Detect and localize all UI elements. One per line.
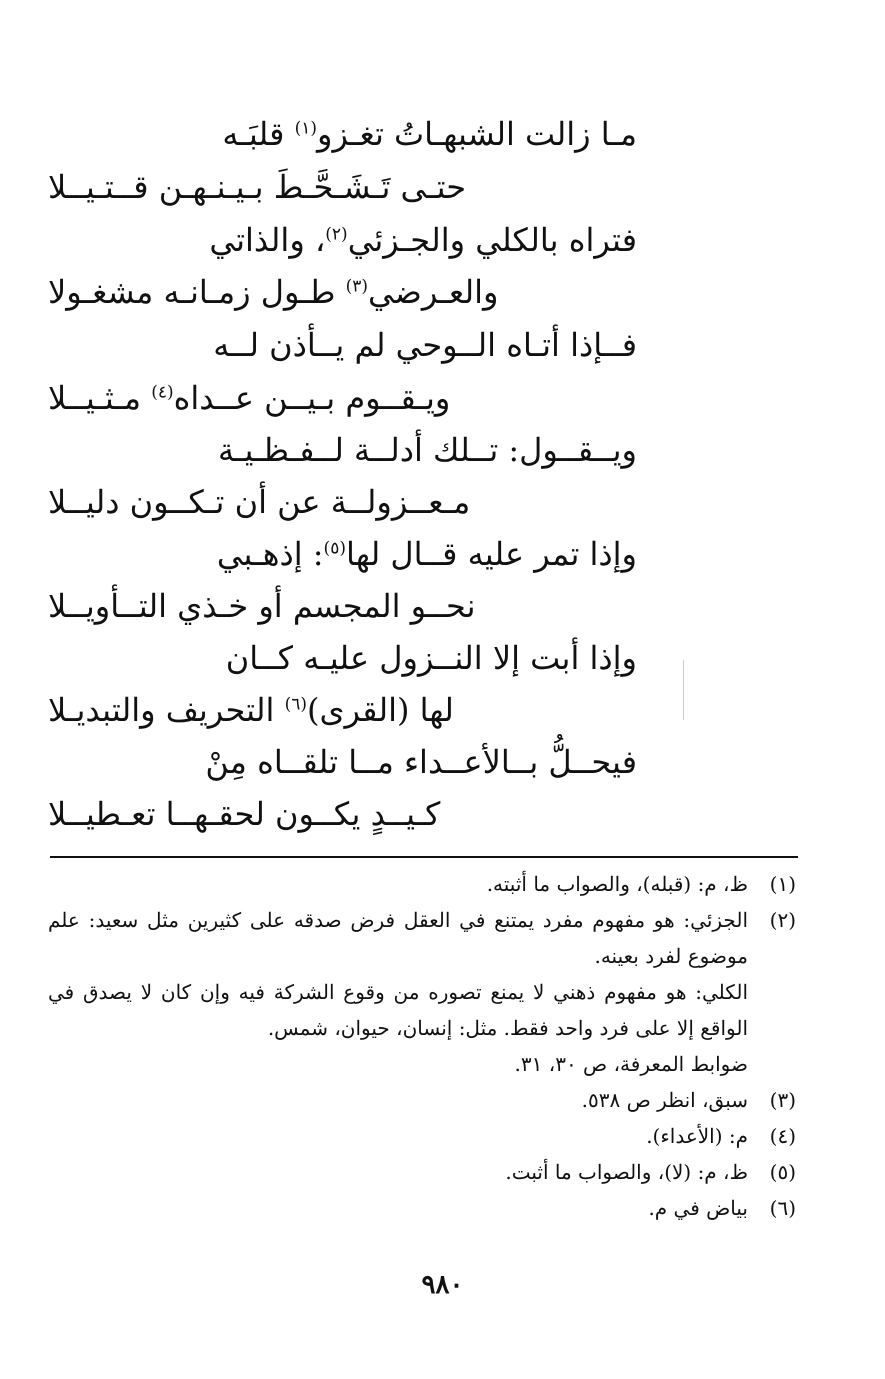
verse-text: لها (القرى) <box>306 691 454 729</box>
verse-line-11 <box>97 636 637 680</box>
footnote-2 <box>48 902 796 1082</box>
verse-line-10 <box>48 584 588 628</box>
verse-line-8 <box>48 480 588 524</box>
footnote-number: (٥) <box>769 1160 796 1184</box>
footnote-body <box>48 1154 748 1190</box>
verse-line-7 <box>97 428 637 472</box>
footnote-body <box>48 866 748 902</box>
verse-line-5 <box>97 323 637 367</box>
verse-text: كـيــدٍ يكــون لحقـهــا تعـطيــلا <box>48 795 441 833</box>
verse-text: مـثـيــلا <box>48 379 152 417</box>
verse-text: ويــقــول: تــلك أدلــة لــفـظـيـة <box>217 431 637 469</box>
verse-text: فيحــلُّ بــالأعــداء مــا تلقــاه مِنْ <box>205 743 637 781</box>
footnote-text: م: (الأعداء). <box>646 1124 748 1148</box>
verse-text: طـول زمـانـه مشغـولا <box>48 273 346 311</box>
verse-line-9 <box>97 532 637 576</box>
footnote-number: (٣) <box>769 1088 796 1112</box>
footnote-ref: (٤) <box>151 382 174 403</box>
verse-text: : إذهـبي <box>216 535 324 573</box>
footnote-ref: (١) <box>294 118 318 139</box>
verse-text: فــإذا أتـاه الــوحي لم يــأذن لــه <box>213 326 637 364</box>
verse-line-12 <box>48 688 588 732</box>
footnote-6 <box>48 1190 796 1226</box>
verse-text: ، والذاتي <box>209 221 326 259</box>
verse-text: مـعــزولــة عن أن تـكــون دليــلا <box>48 483 471 521</box>
verse-line-6 <box>48 376 588 420</box>
footnote-body <box>48 902 748 1082</box>
footnote-body <box>48 1118 748 1154</box>
verse-text: فتراه بالكلي والجـزئي <box>347 221 637 259</box>
scan-mark <box>683 660 684 720</box>
footnote-source: ضوابط المعرفة، ص ٣٠، ٣١. <box>514 1052 748 1076</box>
page-number: ٩٨٠ <box>421 1270 464 1300</box>
footnote-ref: (٢) <box>325 224 348 245</box>
footnote-5 <box>48 1154 796 1190</box>
verse-text: مـا زالت الشبهـاتُ تغـزو <box>317 115 637 153</box>
verse-text: والعـرضي <box>368 273 499 311</box>
footnote-text: سبق، انظر ص ٥٣٨. <box>581 1088 748 1112</box>
verse-text: وإذا تمر عليه قــال لها <box>345 535 637 573</box>
verse-text: قلبَـه <box>222 115 295 153</box>
verse-line-4 <box>48 270 588 314</box>
verse-line-14 <box>48 792 588 836</box>
footnote-ref: (٦) <box>284 694 307 715</box>
footnote-number: (٢) <box>769 908 796 932</box>
verse-text: حتـى تَـشَـحَّـطَ بـيـنـهـن قــتـيــلا <box>48 168 467 206</box>
verse-text: وإذا أبت إلا النــزول عليـه كــان <box>225 639 637 677</box>
footnote-body <box>48 1190 748 1226</box>
verse-text: ويـقــوم بـيــن عــداه <box>173 379 451 417</box>
footnote-3 <box>48 1082 796 1118</box>
verse-line-1 <box>97 112 637 156</box>
footnote-separator <box>50 856 798 858</box>
footnote-body <box>48 1082 748 1118</box>
footnote-number: (٤) <box>769 1124 796 1148</box>
footnote-ref: (٥) <box>323 538 346 559</box>
footnote-text: الكلي: هو مفهوم ذهني لا يمنع تصوره من وقوع الشركة فيه وإن كان لا يصدق في الواقع إلا على فرد واحد فقط. مثل: إنسان، حيوان، شمس. <box>48 980 748 1040</box>
footnote-4 <box>48 1118 796 1154</box>
footnote-1 <box>48 866 796 902</box>
footnotes <box>48 866 796 1226</box>
footnote-ref: (٣) <box>345 276 368 297</box>
verse-text: التحريف والتبديـلا <box>48 691 285 729</box>
verse-line-3 <box>97 218 637 262</box>
verse-text: نحــو المجسم أو خـذي التــأويــلا <box>48 587 476 625</box>
footnote-number: (١) <box>769 872 796 896</box>
footnote-text: ظ، م: (قبله)، والصواب ما أثبته. <box>486 872 748 896</box>
verse-line-2 <box>48 165 588 209</box>
footnote-text: بياض في م. <box>648 1196 748 1220</box>
footnote-text: ظ، م: (لا)، والصواب ما أثبت. <box>505 1160 748 1184</box>
footnote-text: الجزئي: هو مفهوم مفرد يمتنع في العقل فرض صدقه على كثيرين مثل سعيد: علم موضوع لفرد بعينه. <box>48 908 748 968</box>
footnote-number: (٦) <box>769 1196 796 1220</box>
verse-line-13 <box>97 740 637 784</box>
